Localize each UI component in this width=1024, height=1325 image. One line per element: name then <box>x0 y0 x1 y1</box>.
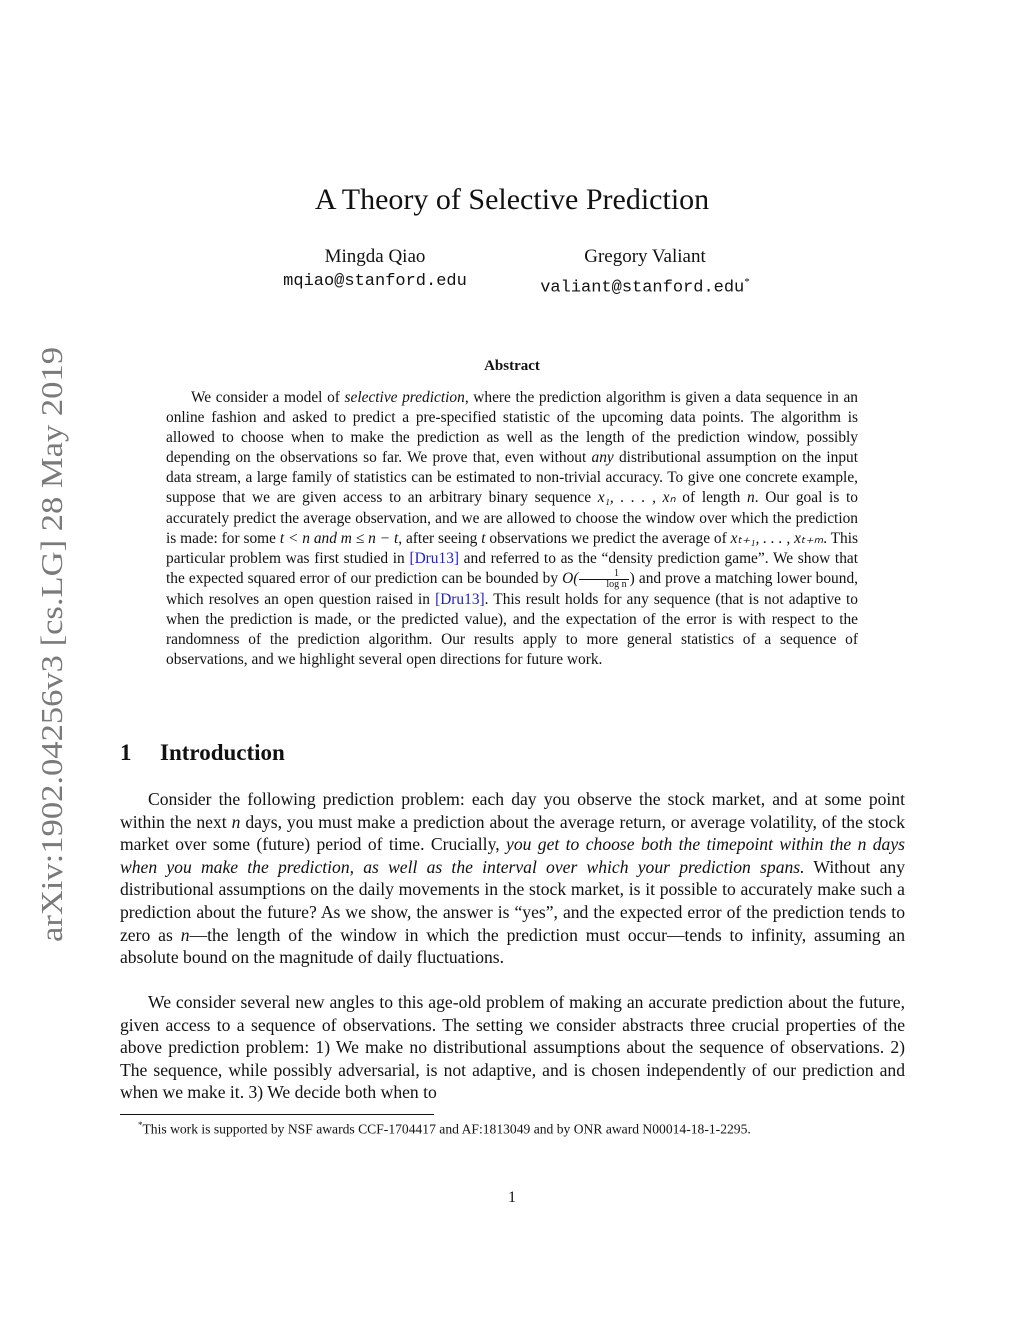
fraction: $\frac{1}{\text{log n}}$ <box>579 569 628 590</box>
author-name: Gregory Valiant <box>584 246 706 267</box>
arxiv-stamp-text: arXiv:1902.04256v3 [cs.LG] 28 May 2019 <box>34 408 69 942</box>
footnote-divider <box>120 1114 434 1115</box>
footnote-mark: * <box>744 276 750 288</box>
math-sequence: x₁, . . . , xₙ <box>597 489 676 507</box>
footnote: *This work is supported by NSF awards CCF-1704417 and AF:1813049 and by ONR award N00014-18-1-2295. <box>138 1120 751 1137</box>
citation-link[interactable]: [Dru13] <box>409 549 460 567</box>
author-block <box>250 244 500 294</box>
arxiv-stamp-svg <box>28 345 72 945</box>
author-email[interactable]: valiant@stanford.edu* <box>540 276 750 298</box>
citation-link[interactable]: [Dru13] <box>435 590 485 608</box>
author-name: Mingda Qiao <box>324 246 426 267</box>
body-paragraph: We consider several new angles to this age-old problem of making an accurate prediction about the future, given access to a sequence of observations. The setting we consider abstracts three crucial properties of the above prediction problem: 1) We make no distributional assumptions about the sequence of observations. 2) The sequence, while possibly adversarial, is not adaptive, and is chosen independently of our prediction and when we make it. 3) We decide both when to <box>120 992 905 1103</box>
body-paragraph: Consider the following prediction problem: each day you observe the stock market, and at some point within the next n days, you must make a prediction about the average return, or average volatility, of the stock market over some (future) period of time. Crucially, you get to choose both the timepoint within the n days when you make the prediction, as well as the interval over which your prediction spans. Without any distributional assumptions on the daily movements in the stock market, is it possible to accurately make such a prediction about the future? As we show, the answer is “yes”, and the expected error of the prediction tends to zero as n—the length of the window in which the prediction must occur—tends to infinity, assuming an absolute bound on the magnitude of daily fluctuations. <box>120 789 906 968</box>
author-email[interactable]: mqiao@stanford.edu <box>283 272 467 291</box>
section-title: Introduction <box>160 740 285 765</box>
section-heading <box>120 740 285 766</box>
abstract-heading: Abstract <box>484 358 540 374</box>
section-number: 1 <box>120 740 132 765</box>
author-block <box>520 244 770 301</box>
arxiv-stamp <box>28 345 72 945</box>
paper-title: A Theory of Selective Prediction <box>314 183 710 216</box>
page-number: 1 <box>508 1189 516 1206</box>
abstract-text: We consider a model of selective prediction, where the prediction algorithm is given a data sequence in an online fashion and asked to predict a pre-specified statistic of the upcoming data points. The algorithm is allowed to choose when to make the prediction as well as the length of the prediction window, possibly depending on the observations so far. We prove that, even without any distributional assumption on the input data stream, a large family of statistics can be estimated to non-trivial accuracy. To give one concrete example, suppose that we are given access to an arbitrary binary sequence x₁, . . . , xₙ of length n. Our goal is to accurately predict the average observation, and we are allowed to choose the window over which the prediction is made: for some t < n and m ≤ n − t, after seeing t observations we predict the average of xₜ₊₁, . . . , xₜ₊ₘ. This particular problem was first studied in [Dru13] and referred to as the “density prediction game”. We show that the expected squared error of our prediction can be bounded by O( $\frac{1}{\text{log n}}$ ) and prove a matching lower bound, which resolves an open question raised in [Dru13]. This result holds for any sequence (that is not adaptive to when the prediction is made, or the predicted value), and the expectation of the error is with respect to the randomness of the prediction algorithm. Our results apply to more general statistics of a sequence of observations, and we highlight several open directions for future work. <box>166 389 859 669</box>
